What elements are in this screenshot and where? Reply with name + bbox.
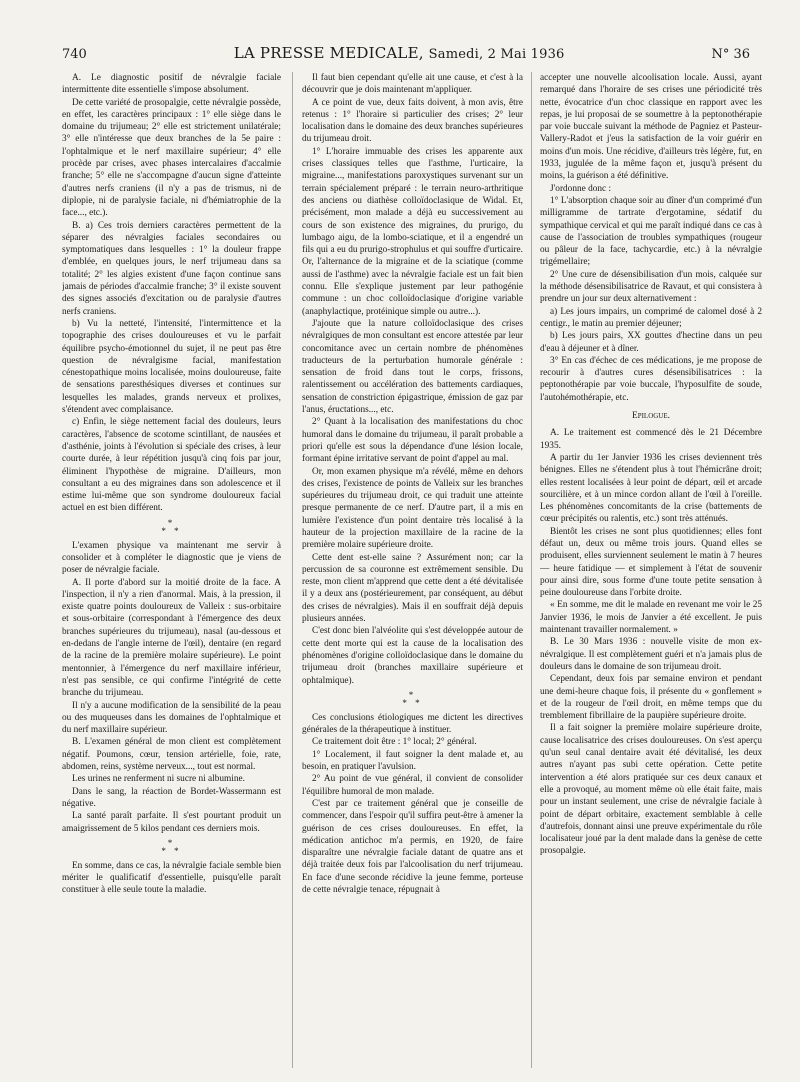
paragraph: B. Le 30 Mars 1936 : nouvelle visite de mon ex-névralgique. Il est complètement guéri et n'a jamais plus de douleurs dans le domaine de son trijumeau droit.	[540, 637, 762, 672]
paragraph: 1° Localement, il faut soigner la dent malade et, au besoin, en pratiquer l'avulsion.	[302, 749, 523, 773]
column-1	[62, 72, 281, 1068]
paragraph: Or, mon examen physique m'a révélé, même en dehors des crises, l'existence de points de Valleix sur les branches supérieures du trijumeau droit, ce qui traduit une atteinte presque permanente de ce nerf. D'autre part, il a mis en lumière l'existence d'un point dentaire très localisé à la hauteur de la projection maxillaire de la racine de la première molaire supérieure droite.	[302, 466, 523, 551]
paragraph: L'examen physique va maintenant me servir à consolider et à compléter le diagnostic que je viens de poser de névralgie faciale.	[62, 540, 281, 576]
paragraph: J'ajoute que la nature colloïdoclasique des crises névralgiques de mon consultant est encore attestée par leur concomitance avec un certain nombre de phénomènes traducteurs de la perturbation humorale générale : sensation de froid dans tout le corps, frissons, ralentissement ou accélération des battements cardiaques, sensation de constriction épigastrique, émission de gaz par l'anus, éructations..., etc.	[302, 318, 523, 416]
section-separator: * * *	[161, 517, 182, 536]
issue-date: Samedi, 2 Mai 1936	[428, 47, 565, 62]
paragraph: a) Les jours impairs, un comprimé de calomel dosé à 2 centigr., le matin au premier déjeuner;	[540, 306, 762, 329]
journal-name: LA PRESSE MEDICALE,	[233, 44, 424, 62]
paragraph: 2° Au point de vue général, il convient de consolider l'équilibre humoral de mon malade.	[302, 774, 523, 797]
paragraph: B. L'examen général de mon client est complètement négatif. Poumons, cœur, tension artérielle, foie, rate, abdomen, reins, système nerveux..., tout est normal.	[62, 737, 281, 773]
column-3	[540, 72, 762, 1068]
column-2	[302, 72, 523, 1068]
section-heading: Epilogue.	[632, 411, 670, 422]
paragraph: b) Vu la netteté, l'intensité, l'intermittence et la topographie des crises douloureuses et vu le parfait équilibre psycho-émotionnel du sujet, il ne peut pas être question de névralgisme facial, manifestation cénestopathique moins localisée, moins douloureuse, faite de sensations paresthésiques diverses et continues sur lesquelles les malades, grands nerveux et prolixes, s'étendent avec complaisance.	[62, 318, 281, 416]
paragraph: accepter une nouvelle alcoolisation locale. Aussi, ayant remarqué dans l'horaire de ses crises une périodicité très nette, évocatrice d'un choc classique en rapport avec les repas, je lui proposai de se soumettre à la peptonothérapie par voie buccale suivant la méthode de Pagniez et Pasteur-Vallery-Radot et j'eus la satisfaction de la voir guérir en moins d'un mois. Une récidive, d'ailleurs très légère, fut, en 1933, jugulée de la même façon et, jusqu'à présent du moins, la guérison a été définitive.	[540, 73, 762, 182]
section-separator: * * *	[402, 689, 423, 708]
paragraph: Cependant, deux fois par semaine environ et pendant une demi-heure chaque fois, il présente du « gonflement » et de la rougeur de l'œil droit, en même temps que du tremblement fibrillaire de la paupière supérieure droite.	[540, 674, 762, 722]
paragraph: A. Le diagnostic positif de névralgie faciale intermittente dite essentielle s'impose absolument.	[62, 73, 281, 96]
paragraph: De cette variété de prosopalgie, cette névralgie possède, en effet, les caractères principaux : 1° elle siège dans le domaine du trijumeau; 2° elle est strictement unilatérale; 3° elle n'intéresse que deux branches de la 5e paire : l'ophtalmique et le nerf maxillaire supérieur; 4° elle procède par crises, avec phases intercalaires d'accalmie franche; 5° elle ne s'accompagne d'aucun signe d'atteinte d'autres nerfs craniens (il n'y a pas de trismus, ni de diplopie, ni de paralysie faciale, ni d'hémiatrophie de la face..., etc.).	[62, 97, 281, 219]
running-header	[62, 44, 750, 66]
journal-title	[234, 44, 565, 62]
issue-number: N° 36	[711, 47, 750, 62]
paragraph: c) Enfin, le siège nettement facial des douleurs, leurs caractères, l'absence de scotome scintillant, de nausées et d'asthénie, joints à l'évolution si spéciale des crises, à leur courte durée, à leur répétition jusqu'à cinq fois par jour, éliminent l'hypothèse de migraine. D'ailleurs, mon consultant a eu des migraines dans son adolescence et il estime lui-même que son syndrome douloureux facial actuel en est bien différent.	[62, 417, 281, 514]
paragraph: 3° En cas d'échec de ces médications, je me propose de recourir à d'autres cures désensibilisatrices : la peptonothérapie par voie buccale, l'hyposulfite de soude, l'autohémothérapie, etc.	[540, 355, 762, 403]
paragraph: Bientôt les crises ne sont plus quotidiennes; elles font défaut un, deux ou même trois jours. Quand elles se produisent, elles surviennent seulement le matin à 7 heures — heure fatidique — et simplement à l'état de souvenir pour ainsi dire, sous forme d'une toute petite sensation à peine douloureuse dans l'orbite droite.	[540, 526, 762, 599]
paragraph: A partir du 1er Janvier 1936 les crises deviennent très bénignes. Elles ne s'étendent plus à tout l'hémicrâne droit; elles restent localisées à leur point de départ, œil et arcade sourcilière, et à un mince cordon allant de l'œil à l'oreille. Les phénomènes concomitants de la crise (battements de cœur précipités ou ralentis, etc.) sont très atténués.	[540, 452, 762, 525]
paragraph: B. a) Ces trois derniers caractères permettent de la séparer des névralgies faciales secondaires ou symptomatiques dans lesquelles : 1° la douleur frappe d'emblée, en quelques jours, le nerf trijumeau dans sa totalité; 2° les algies existent d'une façon continue sans jamais de périodes d'accalmie franche; 3° il existe souvent des signes associés d'excitation ou de paralysie d'autres nerfs craniens.	[62, 220, 281, 317]
paragraph: A ce point de vue, deux faits doivent, à mon avis, être retenus : 1° l'horaire si particulier des crises; 2° leur localisation dans le domaine des deux branches supérieures du trijumeau droit.	[302, 97, 523, 145]
paragraph: Ces conclusions étiologiques me dictent les directives générales de la thérapeutique à instituer.	[302, 712, 523, 736]
page-number: 740	[62, 47, 87, 62]
column-rule	[531, 72, 532, 1068]
paragraph: b) Les jours pairs, XX gouttes d'hectine dans un peu d'eau à déjeuner et à dîner.	[540, 331, 762, 354]
paragraph: 2° Quant à la localisation des manifestations du choc humoral dans le domaine du trijumeau, il paraît probable a priori qu'elle est sous la dépendance d'une lésion locale, formant épine irritative servant de point d'appel au mal.	[302, 417, 523, 465]
paragraph: La santé paraît parfaite. Il s'est pourtant produit un amaigrissement de 5 kilos pendant ces derniers mois.	[62, 811, 281, 834]
paragraph: Ce traitement doit être : 1° local; 2° général.	[312, 737, 477, 748]
paragraph: Il n'y a aucune modification de la sensibilité de la peau ou des muqueuses dans les domaines de l'ophtalmique et du nerf maxillaire supérieur.	[62, 700, 281, 736]
paragraph: Il a fait soigner la première molaire supérieure droite, cause localisatrice des crises douloureuses. On s'est aperçu qu'un seul canal dentaire avait été dévitalisé, les deux autres n'ayant pas subi cette opération. Cette petite intervention a été alors pratiquée sur ces deux canaux et elle a provoqué, au moment même où elle était faite, mais pour un instant seulement, une crise de névralgie faciale à point de départ orbitaire, exactement semblable à celle d'autrefois, donnant ainsi une preuve expérimentale du rôle localisateur joué par la dent malade dans la genèse de cette prosopalgie.	[540, 723, 762, 857]
paragraph: Les urines ne renferment ni sucre ni albumine.	[72, 774, 245, 785]
paragraph: 1° L'horaire immuable des crises les apparente aux crises classiques telles que l'asthme, l'urticaire, la migraine..., manifestations paroxystiques survenant sur un terrain spécialement préparé : le terrain neuro-arthritique des anciens ou diathèse colloïdoclasique de Widal. Et, précisément, mon malade a déjà eu successivement au cours de son existence des migraines, du prurigo, du lumbago aigu, de la lombo-sciatique, et il a engendré un fils qui a eu du prurigo-strophulus et qui souffre d'urticaire. Or, l'alternance de la migraine et de la sciatique (comme aussi de l'asthme) avec la névralgie faciale est un fait bien connu. Elle s'explique justement par leur pathogénie commune : un choc colloïdoclasique d'origine variable (anaphylactique, protéinique simple ou autre...).	[302, 146, 523, 317]
paragraph: J'ordonne donc :	[550, 183, 612, 194]
paragraph: Dans le sang, la réaction de Bordet-Wassermann est négative.	[62, 786, 281, 809]
paragraph: « En somme, me dit le malade en revenant me voir le 25 Janvier 1936, le mois de Janvier a été excellent. Je puis maintenant travailler normalement. »	[540, 600, 762, 636]
paragraph: C'est par ce traitement général que je conseille de commencer, dans l'espoir qu'il suffira peut-être à amener la guérison de ces crises douloureuses. En effet, la médication antichoc m'a permis, en 1920, de faire disparaître une névralgie faciale datant de quatre ans et déjà traitée deux fois par l'alcoolisation du nerf trijumeau. En face d'une seconde récidive la jeune femme, porteuse de cette névralgie tenace, répugnait à	[302, 798, 523, 895]
paragraph: Cette dent est-elle saine ? Assurément non; car la percussion de sa couronne est extrêmement sensible. Du reste, mon client m'apprend que cette dent a été dévitalisée il y a deux ans (postérieurement, par conséquent, au début des crises de névralgies). Mais il en souffrait déjà depuis plusieurs années.	[302, 552, 523, 625]
paragraph: En somme, dans ce cas, la névralgie faciale semble bien mériter le qualificatif d'essentielle, puisqu'elle paraît constituer à elle seule toute la maladie.	[62, 860, 281, 896]
paragraph: A. Le traitement est commencé dès le 21 Décembre 1935.	[540, 428, 762, 451]
paragraph: 2° Une cure de désensibilisation d'un mois, calquée sur la méthode désensibilisatrice de Ravaut, et qui consistera à prendre un jour sur deux alternativement :	[540, 269, 762, 305]
paragraph: Il faut bien cependant qu'elle ait une cause, et c'est à la découvrir que je dois maintenant m'appliquer.	[302, 73, 523, 96]
paragraph: C'est donc bien l'alvéolite qui s'est développée autour de cette dent morte qui est la cause de la localisation des phénomènes d'origine colloïdoclasique dans le domaine du trijumeau droit (branches maxillaire supérieure et ophtalmique).	[302, 626, 523, 686]
section-separator: * * *	[161, 837, 182, 856]
paragraph: 1° L'absorption chaque soir au dîner d'un comprimé d'un milligramme de tartrate d'ergotamine, sédatif du sympathique cervical et qui me paraît indiqué dans ce cas à cause de l'association de troubles sympathiques (rougeur ou pâleur de la face, tachycardie, etc.) à la névralgie trigémellaire;	[540, 195, 762, 268]
paragraph: A. Il porte d'abord sur la moitié droite de la face. A l'inspection, il n'y a rien d'anormal. Mais, à la pression, il existe quatre points douloureux de Valleix : sus-orbitaire et sous-orbitaire (correspondant à l'émergence des deux branches supérieures du trijumeau), nasal (au-dessous et en-dedans de l'angle interne de l'œil), dentaire (en regard de la racine de la première molaire supérieure). Le point mentonnier, à l'émergence du nerf maxillaire inférieur, n'est pas sensible, ce qui confirme l'intégrité de cette branche du trijumeau.	[62, 577, 281, 699]
column-rule	[292, 72, 293, 1068]
